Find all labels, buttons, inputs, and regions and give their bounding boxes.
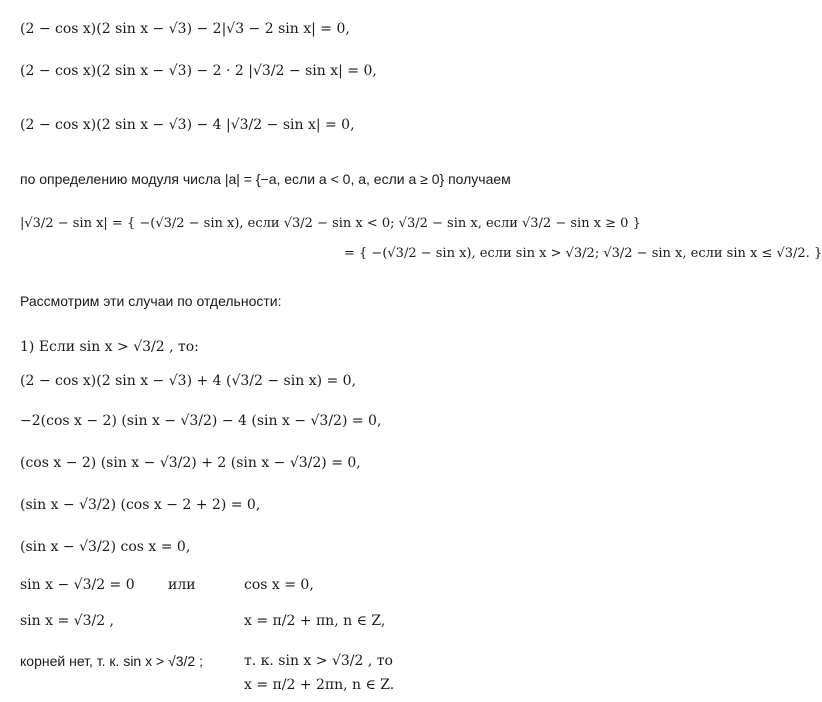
right-eq-3: т. к. sin x > √3/2 , то <box>244 653 393 669</box>
left-eq-2: sin x = √3/2 , <box>20 613 115 629</box>
right-eq-1: cos x = 0, <box>244 577 314 593</box>
piecewise-cases: |√3/2 − sin x| = { −(√3/2 − sin x), если √3/2 − sin x < 0; √3/2 − sin x, если √3/2 − sin x ≥ 0 } <box>20 216 641 231</box>
case-1-line-4: (sin x − √3/2) (cos x − 2 + 2) = 0, <box>20 497 261 513</box>
equation-line-3: (2 − cos x)(2 sin x − √3) − 4 |√3/2 − sin x| = 0, <box>20 117 355 133</box>
case-1-line-5: (sin x − √3/2) cos x = 0, <box>20 539 191 555</box>
right-eq-2: x = π/2 + πn, n ∈ Z, <box>244 613 386 629</box>
case-1-condition: 1) Если sin x > √3/2 , то: <box>20 339 199 355</box>
case-1-line-2: −2(cos x − 2) (sin x − √3/2) − 4 (sin x − √3/2) = 0, <box>20 413 382 429</box>
left-eq-1: sin x − √3/2 = 0 <box>20 577 135 593</box>
section-heading: Рассмотрим эти случаи по отдельности: <box>20 293 282 309</box>
modulus-definition: по определению модуля числа |a| = {−a, если a < 0, a, если a ≥ 0} получаем <box>20 171 511 187</box>
or-word: или <box>168 577 196 593</box>
piecewise-cases-simplified: = { −(√3/2 − sin x), если sin x > √3/2; √3/2 − sin x, если sin x ≤ √3/2. } <box>344 246 822 261</box>
equation-line-1: (2 − cos x)(2 sin x − √3) − 2|√3 − 2 sin x| = 0, <box>20 21 350 37</box>
case-1-line-1: (2 − cos x)(2 sin x − √3) + 4 (√3/2 − sin x) = 0, <box>20 373 357 389</box>
left-eq-3: корней нет, т. к. sin x > √3/2 ; <box>20 653 203 669</box>
equation-line-2: (2 − cos x)(2 sin x − √3) − 2 · 2 |√3/2 − sin x| = 0, <box>20 63 377 79</box>
right-eq-4: x = π/2 + 2πn, n ∈ Z. <box>244 677 395 693</box>
case-1-line-3: (cos x − 2) (sin x − √3/2) + 2 (sin x − √3/2) = 0, <box>20 455 361 471</box>
